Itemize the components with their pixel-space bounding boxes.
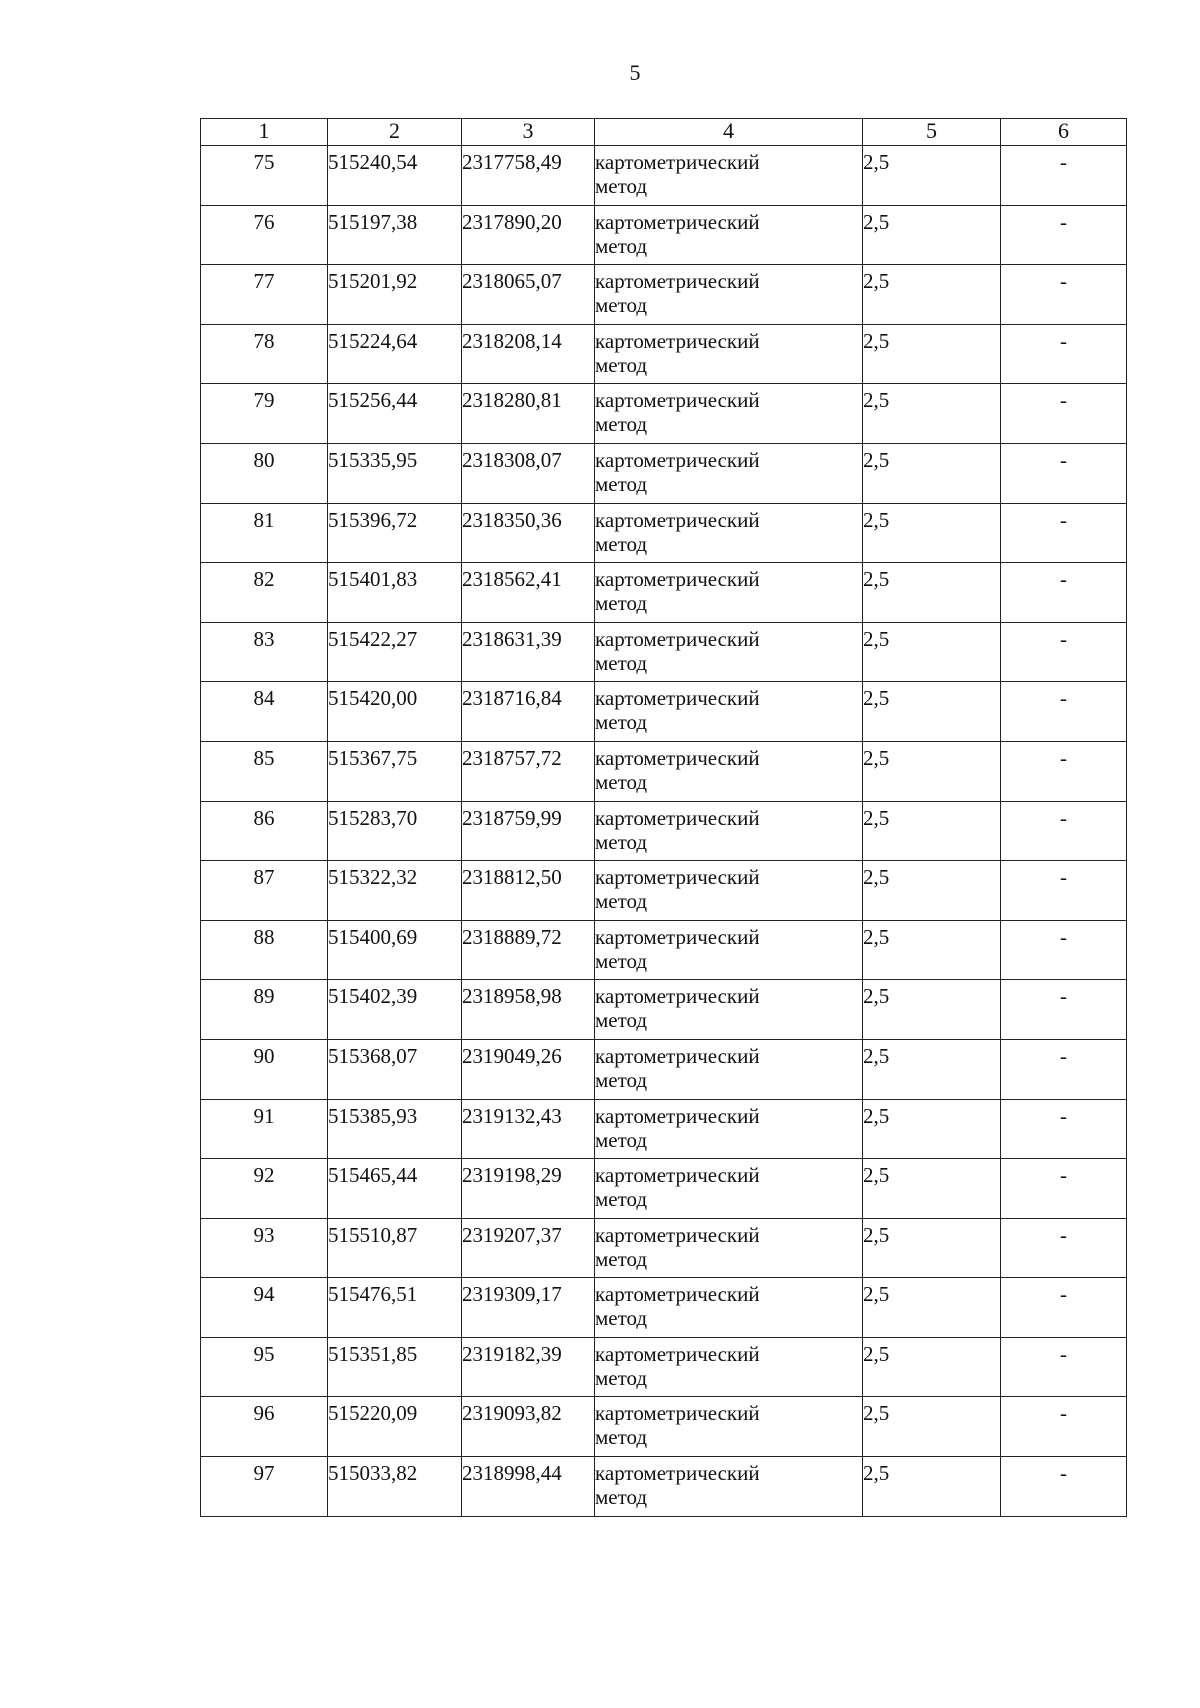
table-header [201, 119, 1127, 146]
x-coordinate-cell: 515224,64 [328, 324, 462, 384]
method-line-1: картометрический [595, 1103, 760, 1128]
note-cell: - [1001, 622, 1127, 682]
accuracy-cell: 2,5 [863, 980, 1001, 1040]
method-line-1: картометрический [595, 209, 760, 234]
x-coordinate-cell: 515368,07 [328, 1039, 462, 1099]
note-cell: - [1001, 980, 1127, 1040]
x-coordinate-cell: 515476,51 [328, 1278, 462, 1338]
method-line-1: картометрический [595, 388, 760, 413]
method-line-2: метод [595, 233, 648, 258]
x-coordinate-cell: 515240,54 [328, 146, 462, 206]
method-line-1: картометрический [595, 865, 760, 890]
note-cell: - [1001, 1218, 1127, 1278]
table-row [201, 503, 1127, 563]
method-line-1: картометрический [595, 1282, 760, 1307]
x-coordinate-cell: 515283,70 [328, 801, 462, 861]
y-coordinate-cell: 2317890,20 [462, 205, 595, 265]
note-cell: - [1001, 920, 1127, 980]
method-line-2: метод [595, 650, 648, 675]
table-row [201, 1218, 1127, 1278]
method-cell [595, 1337, 863, 1397]
y-coordinate-cell: 2319132,43 [462, 1099, 595, 1159]
method-cell [595, 741, 863, 801]
method-line-1: картометрический [595, 626, 760, 651]
table-row [201, 1039, 1127, 1099]
y-coordinate-cell: 2318759,99 [462, 801, 595, 861]
method-line-2: метод [595, 1246, 648, 1271]
note-cell: - [1001, 265, 1127, 325]
point-number-cell: 96 [201, 1397, 328, 1457]
x-coordinate-cell: 515396,72 [328, 503, 462, 563]
method-line-1: картометрический [595, 150, 760, 174]
table-row [201, 146, 1127, 206]
table-row [201, 682, 1127, 742]
table-row [201, 801, 1127, 861]
method-cell [595, 1457, 863, 1517]
point-number-cell: 92 [201, 1159, 328, 1219]
method-line-1: картометрический [595, 1043, 760, 1068]
note-cell: - [1001, 1397, 1127, 1457]
method-line-2: метод [595, 889, 648, 914]
table-row [201, 1457, 1127, 1517]
y-coordinate-cell: 2318958,98 [462, 980, 595, 1040]
table-row [201, 1278, 1127, 1338]
header-cell-2: 2 [328, 119, 462, 146]
method-cell [595, 1218, 863, 1278]
method-line-1: картометрический [595, 507, 760, 532]
y-coordinate-cell: 2319309,17 [462, 1278, 595, 1338]
method-cell [595, 980, 863, 1040]
point-number-cell: 85 [201, 741, 328, 801]
accuracy-cell: 2,5 [863, 622, 1001, 682]
page-number: 5 [629, 60, 641, 85]
accuracy-cell: 2,5 [863, 384, 1001, 444]
method-cell [595, 920, 863, 980]
note-cell: - [1001, 1039, 1127, 1099]
method-cell [595, 801, 863, 861]
point-number-cell: 83 [201, 622, 328, 682]
x-coordinate-cell: 515335,95 [328, 443, 462, 503]
point-number-cell: 84 [201, 682, 328, 742]
note-cell: - [1001, 682, 1127, 742]
accuracy-cell: 2,5 [863, 741, 1001, 801]
method-line-2: метод [595, 1425, 648, 1450]
y-coordinate-cell: 2317758,49 [462, 146, 595, 206]
method-line-2: метод [595, 412, 648, 437]
accuracy-cell: 2,5 [863, 1099, 1001, 1159]
table-row [201, 265, 1127, 325]
accuracy-cell: 2,5 [863, 801, 1001, 861]
method-line-2: метод [595, 293, 648, 318]
method-line-2: метод [595, 829, 648, 854]
method-line-1: картометрический [595, 567, 760, 592]
y-coordinate-cell: 2318350,36 [462, 503, 595, 563]
method-line-1: картометрический [595, 686, 760, 711]
header-cell-6: 6 [1001, 119, 1127, 146]
accuracy-cell: 2,5 [863, 265, 1001, 325]
method-cell [595, 443, 863, 503]
y-coordinate-cell: 2318757,72 [462, 741, 595, 801]
point-number-cell: 95 [201, 1337, 328, 1397]
table-row [201, 1337, 1127, 1397]
method-line-1: картометрический [595, 1222, 760, 1247]
accuracy-cell: 2,5 [863, 1218, 1001, 1278]
y-coordinate-cell: 2318280,81 [462, 384, 595, 444]
method-line-2: метод [595, 1187, 648, 1212]
method-line-2: метод [595, 1127, 648, 1152]
method-line-2: метод [595, 769, 648, 794]
accuracy-cell: 2,5 [863, 1397, 1001, 1457]
point-number-cell: 93 [201, 1218, 328, 1278]
method-line-2: метод [595, 1485, 648, 1510]
method-cell [595, 563, 863, 623]
table-row [201, 741, 1127, 801]
table-row [201, 443, 1127, 503]
point-number-cell: 76 [201, 205, 328, 265]
header-cell-1: 1 [201, 119, 328, 146]
point-number-cell: 87 [201, 861, 328, 921]
coordinates-table [200, 118, 1127, 1517]
point-number-cell: 78 [201, 324, 328, 384]
table-row [201, 1099, 1127, 1159]
point-number-cell: 82 [201, 563, 328, 623]
accuracy-cell: 2,5 [863, 443, 1001, 503]
method-cell [595, 861, 863, 921]
point-number-cell: 86 [201, 801, 328, 861]
method-cell [595, 146, 863, 206]
x-coordinate-cell: 515367,75 [328, 741, 462, 801]
accuracy-cell: 2,5 [863, 1039, 1001, 1099]
method-line-1: картометрический [595, 924, 760, 949]
table-row [201, 324, 1127, 384]
accuracy-cell: 2,5 [863, 1457, 1001, 1517]
x-coordinate-cell: 515510,87 [328, 1218, 462, 1278]
table-row [201, 861, 1127, 921]
table-row [201, 384, 1127, 444]
accuracy-cell: 2,5 [863, 920, 1001, 980]
note-cell: - [1001, 1278, 1127, 1338]
method-line-1: картометрический [595, 1341, 760, 1366]
y-coordinate-cell: 2318998,44 [462, 1457, 595, 1517]
x-coordinate-cell: 515422,27 [328, 622, 462, 682]
table-row [201, 622, 1127, 682]
y-coordinate-cell: 2318889,72 [462, 920, 595, 980]
x-coordinate-cell: 515402,39 [328, 980, 462, 1040]
header-cell-3: 3 [462, 119, 595, 146]
method-line-1: картометрический [595, 1163, 760, 1188]
accuracy-cell: 2,5 [863, 682, 1001, 742]
table-row [201, 205, 1127, 265]
table-body [201, 146, 1127, 1517]
y-coordinate-cell: 2319093,82 [462, 1397, 595, 1457]
note-cell: - [1001, 146, 1127, 206]
method-line-2: метод [595, 591, 648, 616]
method-line-1: картометрический [595, 805, 760, 830]
method-line-2: метод [595, 1008, 648, 1033]
header-cell-4: 4 [595, 119, 863, 146]
method-line-2: метод [595, 531, 648, 556]
y-coordinate-cell: 2319198,29 [462, 1159, 595, 1219]
table-row [201, 980, 1127, 1040]
method-cell [595, 265, 863, 325]
method-line-1: картометрический [595, 269, 760, 294]
method-line-2: метод [595, 1365, 648, 1390]
method-line-2: метод [595, 352, 648, 377]
point-number-cell: 88 [201, 920, 328, 980]
method-line-2: метод [595, 948, 648, 973]
note-cell: - [1001, 563, 1127, 623]
header-row [201, 119, 1127, 146]
accuracy-cell: 2,5 [863, 146, 1001, 206]
point-number-cell: 89 [201, 980, 328, 1040]
method-line-2: метод [595, 471, 648, 496]
method-cell [595, 682, 863, 742]
method-line-1: картометрический [595, 1401, 760, 1426]
accuracy-cell: 2,5 [863, 1337, 1001, 1397]
y-coordinate-cell: 2318631,39 [462, 622, 595, 682]
accuracy-cell: 2,5 [863, 324, 1001, 384]
method-cell [595, 1397, 863, 1457]
method-cell [595, 1099, 863, 1159]
x-coordinate-cell: 515201,92 [328, 265, 462, 325]
y-coordinate-cell: 2318716,84 [462, 682, 595, 742]
accuracy-cell: 2,5 [863, 503, 1001, 563]
y-coordinate-cell: 2318562,41 [462, 563, 595, 623]
point-number-cell: 91 [201, 1099, 328, 1159]
table-row [201, 1159, 1127, 1219]
table-row [201, 563, 1127, 623]
note-cell: - [1001, 324, 1127, 384]
y-coordinate-cell: 2318208,14 [462, 324, 595, 384]
method-line-1: картометрический [595, 328, 760, 353]
method-line-1: картометрический [595, 1461, 760, 1486]
x-coordinate-cell: 515256,44 [328, 384, 462, 444]
note-cell: - [1001, 1099, 1127, 1159]
note-cell: - [1001, 1457, 1127, 1517]
point-number-cell: 77 [201, 265, 328, 325]
note-cell: - [1001, 861, 1127, 921]
method-line-1: картометрический [595, 447, 760, 472]
point-number-cell: 81 [201, 503, 328, 563]
point-number-cell: 80 [201, 443, 328, 503]
note-cell: - [1001, 443, 1127, 503]
table-row [201, 1397, 1127, 1457]
note-cell: - [1001, 741, 1127, 801]
point-number-cell: 94 [201, 1278, 328, 1338]
method-line-2: метод [595, 1306, 648, 1331]
x-coordinate-cell: 515197,38 [328, 205, 462, 265]
x-coordinate-cell: 515322,32 [328, 861, 462, 921]
method-line-2: метод [595, 1067, 648, 1092]
note-cell: - [1001, 1337, 1127, 1397]
method-line-1: картометрический [595, 745, 760, 770]
note-cell: - [1001, 801, 1127, 861]
method-cell [595, 1278, 863, 1338]
point-number-cell: 90 [201, 1039, 328, 1099]
accuracy-cell: 2,5 [863, 1159, 1001, 1219]
y-coordinate-cell: 2318812,50 [462, 861, 595, 921]
note-cell: - [1001, 1159, 1127, 1219]
method-cell [595, 1039, 863, 1099]
y-coordinate-cell: 2319207,37 [462, 1218, 595, 1278]
point-number-cell: 97 [201, 1457, 328, 1517]
method-cell [595, 205, 863, 265]
method-cell [595, 1159, 863, 1219]
method-line-2: метод [595, 710, 648, 735]
y-coordinate-cell: 2319182,39 [462, 1337, 595, 1397]
x-coordinate-cell: 515220,09 [328, 1397, 462, 1457]
accuracy-cell: 2,5 [863, 205, 1001, 265]
y-coordinate-cell: 2318065,07 [462, 265, 595, 325]
point-number-cell: 79 [201, 384, 328, 444]
x-coordinate-cell: 515351,85 [328, 1337, 462, 1397]
header-cell-5: 5 [863, 119, 1001, 146]
x-coordinate-cell: 515385,93 [328, 1099, 462, 1159]
x-coordinate-cell: 515400,69 [328, 920, 462, 980]
accuracy-cell: 2,5 [863, 1278, 1001, 1338]
note-cell: - [1001, 384, 1127, 444]
table-row [201, 920, 1127, 980]
note-cell: - [1001, 205, 1127, 265]
method-cell [595, 324, 863, 384]
accuracy-cell: 2,5 [863, 563, 1001, 623]
method-line-2: метод [595, 174, 648, 198]
x-coordinate-cell: 515033,82 [328, 1457, 462, 1517]
accuracy-cell: 2,5 [863, 861, 1001, 921]
y-coordinate-cell: 2319049,26 [462, 1039, 595, 1099]
point-number-cell: 75 [201, 146, 328, 206]
note-cell: - [1001, 503, 1127, 563]
x-coordinate-cell: 515401,83 [328, 563, 462, 623]
method-line-1: картометрический [595, 984, 760, 1009]
method-cell [595, 622, 863, 682]
y-coordinate-cell: 2318308,07 [462, 443, 595, 503]
x-coordinate-cell: 515420,00 [328, 682, 462, 742]
method-cell [595, 503, 863, 563]
x-coordinate-cell: 515465,44 [328, 1159, 462, 1219]
method-cell [595, 384, 863, 444]
